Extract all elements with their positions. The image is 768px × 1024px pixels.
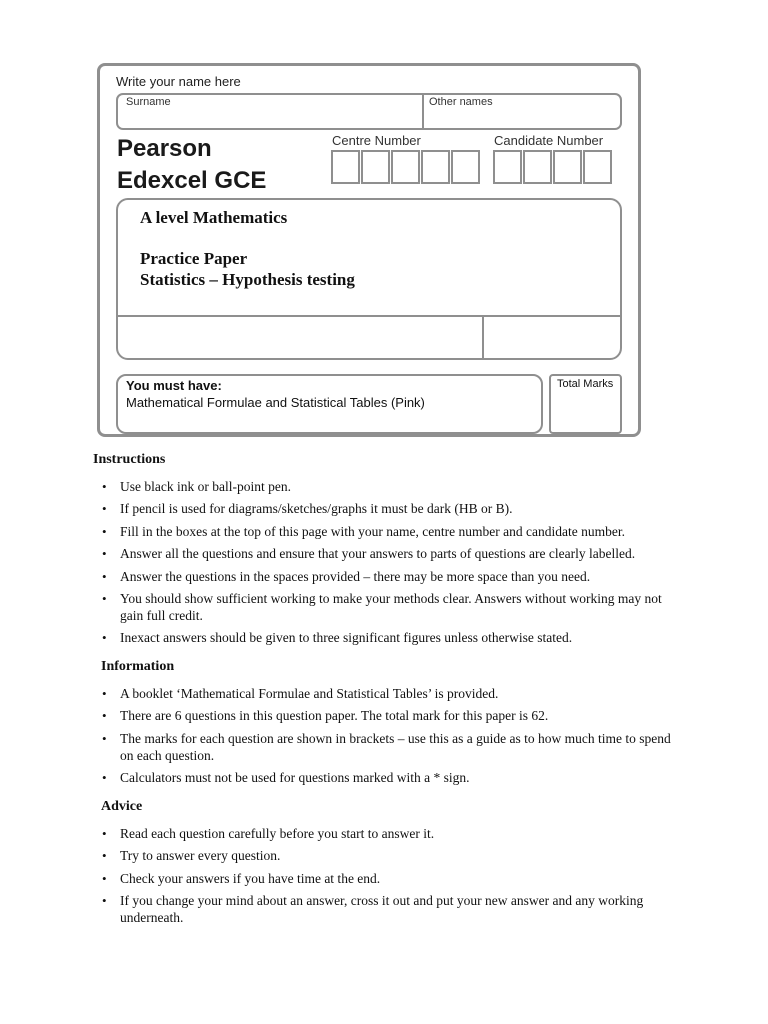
- information-heading: Information: [101, 659, 175, 674]
- advice-item: • Try to answer every question.: [100, 847, 680, 864]
- candidate-digit-box[interactable]: [583, 150, 612, 184]
- total-marks-label: Total Marks: [557, 378, 614, 390]
- name-divider: [422, 95, 424, 128]
- total-marks-box: [549, 374, 622, 434]
- instruction-item: • If pencil is used for diagrams/sketches/graphs it must be dark (HB or B).: [100, 500, 680, 517]
- other-names-field[interactable]: [429, 96, 493, 108]
- surname-field[interactable]: [126, 96, 171, 108]
- instruction-item: • Answer all the questions and ensure that your answers to parts of questions are clearly labelled.: [100, 545, 680, 562]
- centre-digit-box[interactable]: [391, 150, 420, 184]
- candidate-number-label: Candidate Number: [494, 133, 604, 148]
- centre-number-label: Centre Number: [332, 133, 421, 148]
- advice-item: • Read each question carefully before you start to answer it.: [100, 825, 680, 842]
- candidate-digit-box[interactable]: [493, 150, 522, 184]
- candidate-number-boxes: [493, 150, 613, 184]
- information-item: • The marks for each question are shown in brackets – use this as a guide as to how much time to spend on each question.: [100, 730, 680, 764]
- paper-topic: Statistics – Hypothesis testing: [140, 270, 355, 289]
- instruction-item: • Fill in the boxes at the top of this page with your name, centre number and candidate number.: [100, 523, 680, 540]
- title-vertical-divider: [482, 316, 484, 360]
- centre-number-boxes: [331, 150, 481, 184]
- centre-digit-box[interactable]: [331, 150, 360, 184]
- advice-list: [100, 825, 680, 932]
- centre-digit-box[interactable]: [421, 150, 450, 184]
- centre-digit-box[interactable]: [361, 150, 390, 184]
- must-have-label: You must have:: [126, 378, 222, 393]
- title-divider: [118, 315, 620, 317]
- instructions-heading: Instructions: [93, 452, 166, 467]
- information-item: • There are 6 questions in this question paper. The total mark for this paper is 62.: [100, 707, 680, 724]
- name-box: [116, 93, 622, 130]
- information-item: • Calculators must not be used for questions marked with a * sign.: [100, 769, 680, 786]
- centre-digit-box[interactable]: [451, 150, 480, 184]
- instructions-list: [100, 478, 680, 652]
- must-have-box: [116, 374, 543, 434]
- paper-subject: A level Mathematics: [140, 208, 288, 227]
- candidate-digit-box[interactable]: [523, 150, 552, 184]
- advice-item: • Check your answers if you have time at the end.: [100, 870, 680, 887]
- information-item: • A booklet ‘Mathematical Formulae and Statistical Tables’ is provided.: [100, 685, 680, 702]
- instruction-item: • Inexact answers should be given to three significant figures unless otherwise stated.: [100, 629, 680, 646]
- advice-item: • If you change your mind about an answer, cross it out and put your new answer and any working underneath.: [100, 892, 680, 926]
- candidate-digit-box[interactable]: [553, 150, 582, 184]
- other-names-label: Other names: [429, 96, 493, 108]
- must-have-text: Mathematical Formulae and Statistical Tables (Pink): [126, 395, 425, 410]
- surname-label: Surname: [126, 96, 171, 108]
- brand-logo: [117, 133, 266, 197]
- brand-line1: Pearson: [117, 135, 212, 162]
- instruction-item: • Use black ink or ball-point pen.: [100, 478, 680, 495]
- instruction-item: • Answer the questions in the spaces provided – there may be more space than you need.: [100, 568, 680, 585]
- information-list: [100, 685, 680, 792]
- paper-title-box: [116, 198, 622, 360]
- exam-cover-card: [97, 63, 641, 437]
- write-name-label: Write your name here: [116, 74, 241, 89]
- instruction-item: • You should show sufficient working to make your methods clear. Answers without working may not gain full credit.: [100, 590, 680, 624]
- advice-heading: Advice: [101, 799, 143, 814]
- paper-type: Practice Paper: [140, 249, 248, 268]
- brand-line2: Edexcel GCE: [117, 167, 267, 194]
